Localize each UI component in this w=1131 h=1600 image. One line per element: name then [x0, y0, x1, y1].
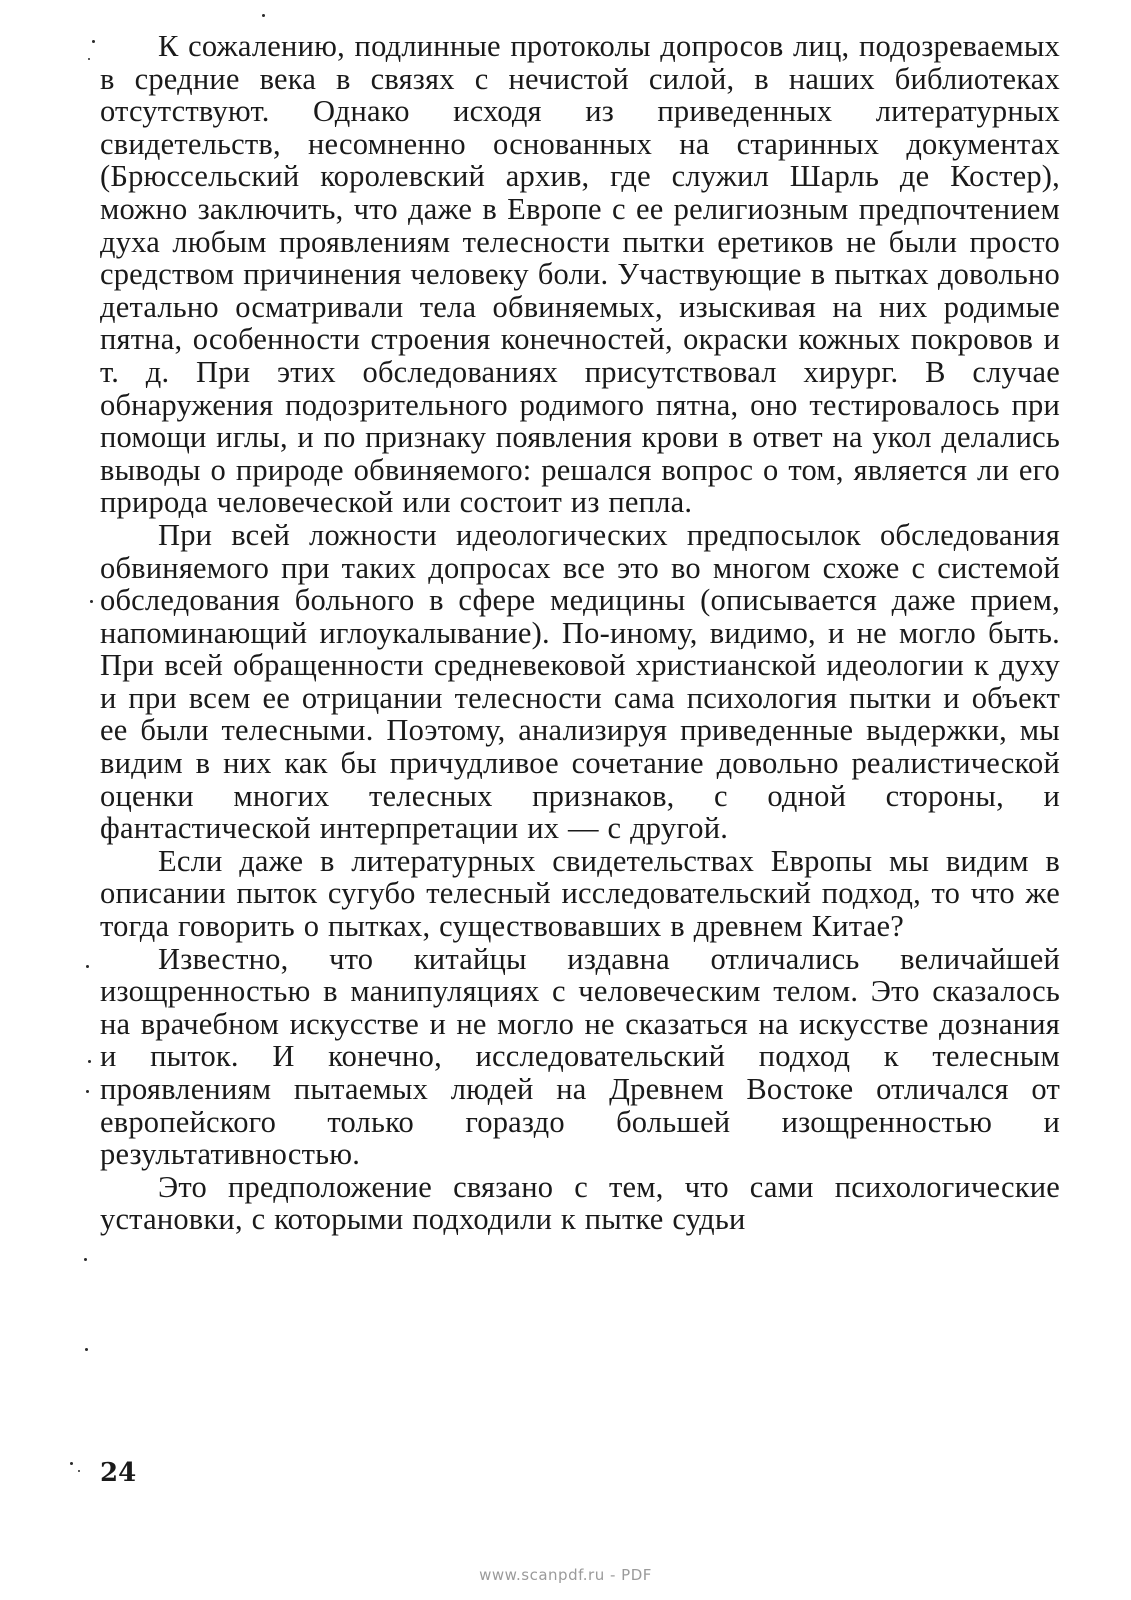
- paragraph-4: Известно, что китайцы издавна отличались величайшей изощренностью в манипуляциях с человеческим телом. Это сказалось на врачебном искусстве и не могло не сказаться на искусстве дознания и пыток. И конечно, исследовательский подход к телесным проявлениям пытаемых людей на Древнем Востоке отличался от европейского только гораздо большей изощренностью и результативностью.: [100, 941, 1060, 1172]
- scan-speck: [262, 14, 265, 17]
- paragraph-3: Если даже в литературных свидетельствах Европы мы видим в описании пыток сугубо телесный исследовательский подход, то что же тогда говорить о пытках, существовавших в древнем Китае?: [100, 843, 1060, 944]
- scan-speck: [78, 1470, 80, 1472]
- scan-speck: [90, 600, 93, 603]
- scan-speck: [88, 58, 90, 60]
- scan-speck: [86, 1090, 89, 1093]
- footer-watermark: www.scanpdf.ru - PDF: [479, 1566, 652, 1584]
- page-number: 24: [100, 1458, 137, 1488]
- paragraph-1: К сожалению, подлинные протоколы допросов лиц, подозреваемых в средние века в связях с нечистой силой, в наших библиотеках отсутствуют. Однако исходя из приведенных литературных свидетельств, несомненно основанных на старинных документах (Брюссельский королевский архив, где служил Шарль де Костер), можно заключить, что даже в Европе с ее религиозным предпочтением духа любым проявлениям телесности пытки еретиков не были просто средством причинения человеку боли. Участвующие в пытках довольно детально осматривали тела обвиняемых, изыскивая на них родимые пятна, особенности строения конечностей, окраски кожных покровов и т. д. При этих обследованиях присутствовал хирург. В случае обнаружения подозрительного родимого пятна, оно тестировалось при помощи иглы, и по признаку появления крови в ответ на укол делались выводы о природе обвиняемого: решался вопрос о том, является ли его природа человеческой или состоит из пепла.: [100, 29, 1060, 520]
- body-text: [100, 30, 1060, 1236]
- paragraph-2: При всей ложности идеологических предпосылок обследования обвиняемого при таких допросах все это во многом схоже с системой обследования больного в сфере медицины (описывается даже прием, напоминающий иглоукалывание). По-иному, видимо, и не могло быть. При всей обращенности средневековой христианской идеологии к духу и при всем ее отрицании телесности сама психология пытки и объект ее были телесными. Поэтому, анализируя приведенные выдержки, мы видим в них как бы причудливое сочетание довольно реалистической оценки многих телесных признаков, с одной стороны, и фантастической интерпретации их — с другой.: [100, 517, 1060, 846]
- document-page: [100, 30, 1060, 1540]
- scan-speck: [85, 1348, 88, 1351]
- scan-speck: [92, 40, 95, 43]
- scan-speck: [86, 965, 89, 968]
- scan-speck: [84, 1258, 87, 1261]
- scan-speck: [88, 1060, 91, 1063]
- scan-speck: [70, 1462, 73, 1465]
- paragraph-5: Это предположение связано с тем, что сами психологические установки, с которыми подходили к пытке судьи: [100, 1169, 1060, 1237]
